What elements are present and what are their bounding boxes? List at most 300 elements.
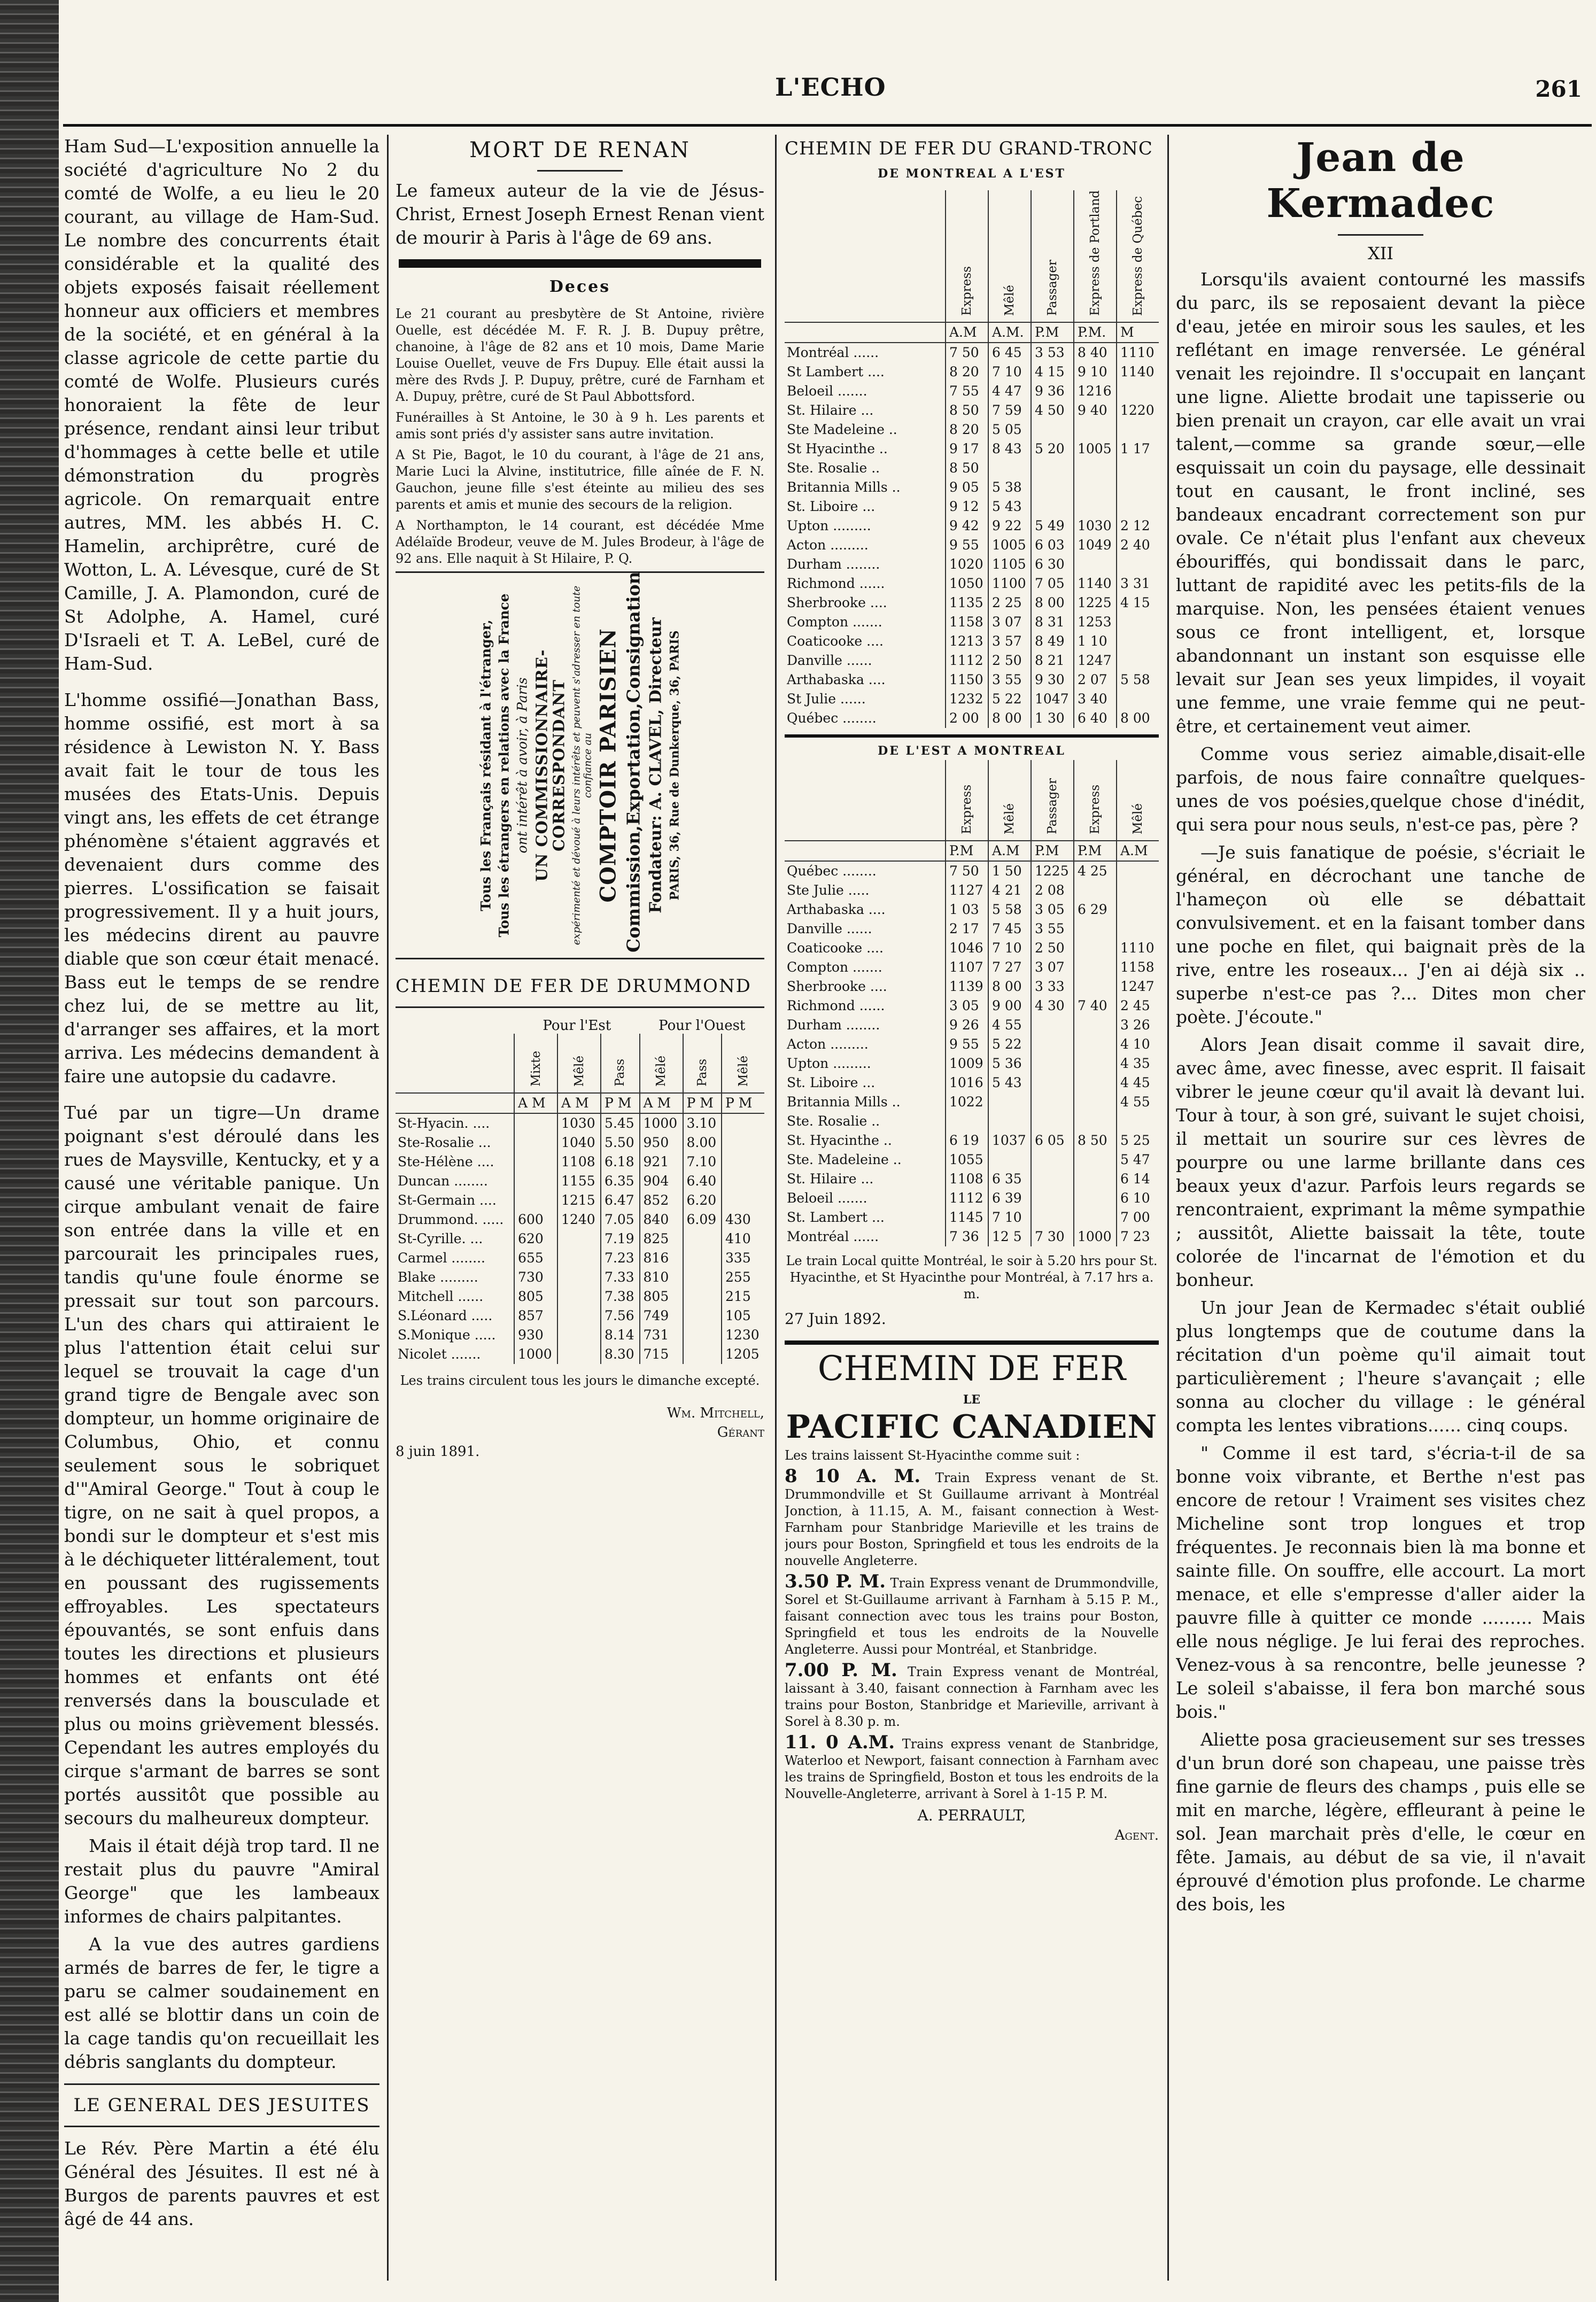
table-row — [785, 555, 1159, 574]
station-name: Acton ......... — [787, 537, 869, 553]
table-row — [396, 1287, 764, 1306]
pour-ouest: Pour l'Ouest — [658, 1018, 746, 1034]
table-row — [785, 919, 1159, 939]
time-cell: 6.20 — [683, 1191, 722, 1210]
column-1 — [64, 135, 379, 2281]
column-header: Express — [1074, 760, 1117, 841]
column-divider — [387, 135, 389, 2281]
feuilleton-title: Jean de Kermadec — [1266, 135, 1495, 227]
pacific-intro: Les trains laissent St-Hyacinthe comme suit : — [785, 1447, 1080, 1463]
story-paragraph: —Je suis fanatique de poésie, s'écriait le général, en décrochant une tanche de l'hameçon où elle se débattait convulsivement. et en la faisant tomber dans une poche en filet, qui baignait près de la rive, entre les roseaux... J'en ai déjà six .. superbe n'est-ce pas ?... Dites mon cher poète. J'écoute." — [1176, 842, 1585, 1027]
station-name: Upton ......... — [787, 1055, 871, 1071]
time-cell: 9 22 — [988, 516, 1031, 536]
time-cell: 3 05 — [946, 996, 988, 1016]
time-cell: 335 — [722, 1249, 764, 1268]
drummond-signature: Wm. Mitchell, — [667, 1405, 764, 1421]
time-cell: 6 03 — [1031, 536, 1074, 555]
station-name: Danville ...... — [787, 652, 872, 668]
station-name: Arthabaska .... — [787, 901, 886, 917]
time-cell: 1020 — [946, 555, 988, 574]
station-name: St Hyacinthe .. — [787, 440, 888, 456]
time-cell: 1112 — [946, 651, 988, 670]
time-cell — [1117, 459, 1159, 478]
station-name: S.Monique ..... — [398, 1327, 496, 1343]
station-name: Ste-Hélène .... — [398, 1154, 494, 1169]
table-row — [396, 1152, 764, 1172]
time-cell — [1074, 497, 1117, 516]
time-cell: 2 40 — [1117, 536, 1159, 555]
table-row — [396, 1326, 764, 1345]
station-name: Acton ......... — [787, 1036, 869, 1052]
time-cell — [1117, 420, 1159, 439]
time-cell — [683, 1287, 722, 1306]
time-cell: 2 00 — [946, 709, 988, 728]
time-cell — [557, 1268, 601, 1287]
timetable-units — [396, 1093, 764, 1113]
unit-cell: P.M. — [1074, 322, 1117, 343]
time-cell: 3 26 — [1117, 1016, 1159, 1035]
station-name: Montréal ...... — [787, 1228, 879, 1244]
time-cell: 8.30 — [601, 1345, 639, 1364]
ad-line: Fondateur: A. CLAVEL, Directeur — [646, 617, 665, 913]
time-cell: 410 — [722, 1229, 764, 1249]
time-cell — [1074, 1054, 1117, 1073]
column-header: Mêlé — [1117, 760, 1159, 841]
gt-timetable-west — [785, 760, 1159, 1246]
pour-est: Pour l'Est — [543, 1018, 611, 1034]
timetable-units — [785, 841, 1159, 861]
time-cell — [1031, 478, 1074, 497]
deces-heading: Deces — [549, 277, 611, 296]
table-row — [785, 401, 1159, 420]
table-row — [785, 709, 1159, 728]
time-cell: 7 36 — [946, 1227, 988, 1246]
time-cell: 3 31 — [1117, 574, 1159, 593]
station-name: Ste. Rosalie .. — [787, 1113, 880, 1129]
time-cell: 8 00 — [1031, 593, 1074, 613]
pour-header — [396, 1018, 764, 1034]
station-name: Britannia Mills .. — [787, 1094, 901, 1110]
time-cell: 810 — [640, 1268, 683, 1287]
time-cell: 7 27 — [988, 958, 1031, 977]
time-cell: 5 43 — [988, 1073, 1031, 1092]
station-name: St. Hilaire ... — [787, 402, 874, 418]
ad-line: Tous les Français résidant à l'étranger, — [478, 619, 494, 911]
unit-cell: P.M — [1031, 841, 1074, 861]
table-row — [785, 497, 1159, 516]
time-cell: 4 30 — [1031, 996, 1074, 1016]
time-cell: 1225 — [1031, 861, 1074, 881]
station-name: Britannia Mills .. — [787, 479, 901, 495]
pacific-time: 7.00 P. M. — [785, 1659, 897, 1681]
time-cell: 6.40 — [683, 1172, 722, 1191]
table-row — [785, 651, 1159, 670]
station-name: Coaticooke .... — [787, 633, 884, 649]
pacific-role: Agent. — [1114, 1827, 1159, 1843]
table-rule — [785, 734, 1159, 738]
table-row — [785, 881, 1159, 900]
time-cell — [722, 1172, 764, 1191]
station-name: Montréal ...... — [787, 344, 879, 360]
time-cell: 1046 — [946, 939, 988, 958]
time-cell — [1074, 881, 1117, 900]
station-name: Durham ........ — [787, 1017, 880, 1033]
time-cell — [722, 1133, 764, 1152]
time-cell: 4 55 — [1117, 1092, 1159, 1112]
station-name: Ste Madeleine .. — [787, 421, 897, 437]
time-cell: 7.10 — [683, 1152, 722, 1172]
time-cell — [514, 1133, 557, 1152]
time-cell: 904 — [640, 1172, 683, 1191]
table-row — [785, 958, 1159, 977]
time-cell: 2 50 — [1031, 939, 1074, 958]
timetable-header — [785, 190, 1159, 322]
time-cell: 2 12 — [1117, 516, 1159, 536]
time-cell — [1074, 555, 1117, 574]
station-name: Arthabaska .... — [787, 671, 886, 687]
station-name: St. Lambert ... — [787, 1209, 885, 1225]
time-cell — [1074, 958, 1117, 977]
time-cell: 7 45 — [988, 919, 1031, 939]
drummond-role: Gérant — [717, 1424, 764, 1440]
ad-line: UN COMMISSIONNAIRE-CORRESPONDANT — [532, 649, 568, 882]
news-jesuites: Le Rév. Père Martin a été élu Général des Jésuites. Il est né à Burgos de parents pauvres et est âgé de 44 ans. — [64, 2138, 379, 2229]
pacific-le: LE — [963, 1392, 981, 1407]
time-cell: 655 — [514, 1249, 557, 1268]
time-cell: 5 22 — [988, 689, 1031, 709]
time-cell — [1117, 382, 1159, 401]
time-cell: 8 20 — [946, 420, 988, 439]
time-cell: 8 49 — [1031, 632, 1074, 651]
column-header: Mêlé — [988, 190, 1031, 322]
time-cell: 5 49 — [1031, 516, 1074, 536]
station-name: St Lambert .... — [787, 363, 885, 379]
time-cell: 731 — [640, 1326, 683, 1345]
table-row — [785, 613, 1159, 632]
pacific-time: 11. 0 A.M. — [785, 1731, 895, 1753]
time-cell: 3 40 — [1074, 689, 1117, 709]
station-name: Coaticooke .... — [787, 940, 884, 956]
unit-cell: M — [1117, 322, 1159, 343]
time-cell — [1074, 977, 1117, 996]
time-cell — [1117, 478, 1159, 497]
time-cell: 8 50 — [1074, 1131, 1117, 1150]
time-cell: 1155 — [557, 1172, 601, 1191]
time-cell: 1230 — [722, 1326, 764, 1345]
station-name: Mitchell ...... — [398, 1289, 484, 1304]
time-cell: 1000 — [1074, 1227, 1117, 1246]
news-tigre-cont: Mais il était déjà trop tard. Il ne restait plus du pauvre "Amiral George" que les lambeaux informes de chairs palpitantes. — [64, 1835, 379, 1927]
table-row — [785, 1054, 1159, 1073]
time-cell: 5 43 — [988, 497, 1031, 516]
time-cell: 7 10 — [988, 362, 1031, 382]
time-cell — [1117, 1112, 1159, 1131]
masthead — [69, 68, 1582, 117]
time-cell — [1074, 1189, 1117, 1208]
column-divider — [775, 135, 777, 2281]
time-cell: 805 — [640, 1287, 683, 1306]
time-cell — [1031, 497, 1074, 516]
story-paragraph: Aliette posa gracieusement sur ses tresses d'un brun doré son chapeau, une paisse très fine garnie de fleurs des champs , puis elle se mit en marche, légère, effleurant à peine le sol. Jean marchait près d'elle, le cœur en fête. Jamais, au début de sa vie, il n'avait éprouvé d'émotion plus profonde. Le charme des bois, les — [1176, 1729, 1585, 1915]
table-row — [785, 382, 1159, 401]
table-row — [785, 1169, 1159, 1189]
time-cell — [722, 1152, 764, 1172]
time-cell: 7 00 — [1117, 1208, 1159, 1227]
time-cell — [1074, 478, 1117, 497]
column-header: Passager — [1031, 190, 1074, 322]
time-cell: 6.35 — [601, 1172, 639, 1191]
time-cell — [1117, 555, 1159, 574]
time-cell: 6.18 — [601, 1152, 639, 1172]
time-cell: 8 50 — [946, 401, 988, 420]
station-name: Durham ........ — [787, 556, 880, 572]
time-cell: 2 25 — [988, 593, 1031, 613]
station-name: Blake ......... — [398, 1269, 478, 1285]
time-cell: 2 45 — [1117, 996, 1159, 1016]
time-cell: 1037 — [988, 1131, 1031, 1150]
pacific-text: Train Express venant de Montréal, laissant à 3.40, faisant connection à Farnham avec les trains pour Boston, Stanbridge et Marieville, arrivant à Sorel à 8.30 p. m. — [785, 1664, 1159, 1729]
time-cell: 730 — [514, 1268, 557, 1287]
station-name: S.Léonard ..... — [398, 1308, 493, 1323]
time-cell: 1213 — [946, 632, 988, 651]
time-cell — [988, 1150, 1031, 1169]
time-cell: 215 — [722, 1287, 764, 1306]
time-cell: 7 30 — [1031, 1227, 1074, 1246]
table-row — [785, 343, 1159, 362]
renan-heading: MORT DE RENAN — [469, 138, 691, 162]
time-cell — [1031, 1169, 1074, 1189]
table-row — [396, 1249, 764, 1268]
time-cell: 1127 — [946, 881, 988, 900]
table-row — [396, 1229, 764, 1249]
time-cell — [1074, 919, 1117, 939]
time-cell: 9 55 — [946, 1035, 988, 1054]
time-cell — [1031, 1150, 1074, 1169]
story-paragraph: Alors Jean disait comme il savait dire, avec âme, avec finesse, avec esprit. Il faisait vibrer le jeune cœur qu'il avait là devant lui. Tour à tour, à son gré, suivant le sujet choisi, il mettait un sourire sur ces lèvres de pourpre ou une larme brillante dans ces beaux yeux d'azur. Parfois leurs regards se rencontraient, exprimant la même sympathie ; aussitôt, Aliette baissait la tête, toute colorée de l'incarnat de l'émotion et du bonheur. — [1176, 1034, 1585, 1290]
unit-cell: P.M — [946, 841, 988, 861]
station-name: Danville ...... — [787, 920, 872, 936]
station-name: Québec ........ — [787, 710, 877, 726]
time-cell: 1110 — [1117, 343, 1159, 362]
table-row — [785, 439, 1159, 459]
time-cell: 6 45 — [988, 343, 1031, 362]
station-name: Québec ........ — [787, 863, 877, 879]
time-cell — [722, 1113, 764, 1133]
table-row — [785, 977, 1159, 996]
time-cell: 1005 — [1074, 439, 1117, 459]
time-cell: 1107 — [946, 958, 988, 977]
time-cell: 5 20 — [1031, 439, 1074, 459]
time-cell: 1105 — [988, 555, 1031, 574]
time-cell: 1000 — [514, 1345, 557, 1364]
time-cell — [1117, 900, 1159, 919]
table-row — [396, 1306, 764, 1326]
time-cell: 9 30 — [1031, 670, 1074, 689]
time-cell: 6 35 — [988, 1169, 1031, 1189]
pacific-signature: A. PERRAULT, — [917, 1806, 1026, 1824]
time-cell: 3 57 — [988, 632, 1031, 651]
time-cell: 715 — [640, 1345, 683, 1364]
time-cell: 1050 — [946, 574, 988, 593]
ad-line: COMPTOIR PARISIEN — [595, 628, 621, 903]
time-cell — [988, 1112, 1031, 1131]
time-cell: 6 05 — [1031, 1131, 1074, 1150]
time-cell: 9 12 — [946, 497, 988, 516]
time-cell: 749 — [640, 1306, 683, 1326]
time-cell: 9 17 — [946, 439, 988, 459]
time-cell — [1117, 689, 1159, 709]
time-cell — [988, 1092, 1031, 1112]
time-cell: 1040 — [557, 1133, 601, 1152]
column-4 — [1176, 135, 1585, 2281]
time-cell — [557, 1345, 601, 1364]
table-row — [785, 362, 1159, 382]
station-name: Duncan ........ — [398, 1173, 488, 1189]
time-cell — [1117, 881, 1159, 900]
unit-cell: P.M — [1074, 841, 1117, 861]
time-cell — [1031, 1092, 1074, 1112]
time-cell: 1047 — [1031, 689, 1074, 709]
table-row — [785, 478, 1159, 497]
time-cell — [514, 1152, 557, 1172]
station-name: Carmel ........ — [398, 1250, 486, 1266]
time-cell — [1074, 1169, 1117, 1189]
station-name: St. Liboire ... — [787, 1074, 876, 1090]
time-cell: 4 47 — [988, 382, 1031, 401]
unit-cell: A.M — [946, 322, 988, 343]
station-name: St. Liboire ... — [787, 498, 876, 514]
column-header: Express de Portland — [1074, 190, 1117, 322]
time-cell: 4 15 — [1117, 593, 1159, 613]
time-cell: 930 — [514, 1326, 557, 1345]
binding-edge — [0, 0, 59, 2302]
time-cell — [1074, 939, 1117, 958]
station-name: St Julie ...... — [787, 691, 866, 707]
time-cell — [514, 1172, 557, 1191]
time-cell: 9 00 — [988, 996, 1031, 1016]
time-cell: 4 55 — [988, 1016, 1031, 1035]
table-row — [785, 632, 1159, 651]
table-row — [785, 670, 1159, 689]
story-paragraph: " Comme il est tard, s'écria-t-il de sa bonne voix vibrante, et Berthe n'est pas encore de retour ! Vraiment ses visites chez Micheline sont trop longues et trop fréquentes. Je reconnais bien là ma bonne et sainte fille. On souffre, elle accourt. La mort menace, et elle s'empresse d'aller aider la pauvre fille à quitter ce monde ......... Mais elle nous néglige. Je lui ferai des reproches. Venez-vous à sa rencontre, belle jeunesse ? Le soleil s'abaisse, il fera bon marché sous bois." — [1176, 1443, 1585, 1722]
time-cell — [1031, 459, 1074, 478]
title-rule — [1338, 234, 1423, 236]
time-cell: 7 50 — [946, 343, 988, 362]
time-cell: 4 10 — [1117, 1035, 1159, 1054]
time-cell: 6 19 — [946, 1131, 988, 1150]
time-cell — [1074, 1073, 1117, 1092]
table-row — [785, 459, 1159, 478]
time-cell: 1100 — [988, 574, 1031, 593]
time-cell: 1150 — [946, 670, 988, 689]
time-cell: 5 38 — [988, 478, 1031, 497]
time-cell — [1031, 1112, 1074, 1131]
time-cell — [683, 1345, 722, 1364]
time-cell — [1031, 1189, 1074, 1208]
station-name: St-Hyacin. .... — [398, 1115, 490, 1131]
table-row — [785, 1227, 1159, 1246]
time-cell: 9 10 — [1074, 362, 1117, 382]
time-cell: 255 — [722, 1268, 764, 1287]
time-cell — [1031, 1054, 1074, 1073]
time-cell: 921 — [640, 1152, 683, 1172]
time-cell: 1205 — [722, 1345, 764, 1364]
pacific-text: Train Express venant de St. Drummondville et St Guillaume arrivant à Montréal Jonction, à 11.15, A. M., faisant connection à West-Farnham pour Stanbridge Marieville et les trains de jours pour Boston, Springfield et tous les endroits de la nouvelle Angleterre. — [785, 1470, 1159, 1568]
time-cell: 3 55 — [1031, 919, 1074, 939]
column-header: Mêlé — [557, 1034, 601, 1093]
comptoir-parisien-ad — [396, 571, 764, 959]
time-cell: 1253 — [1074, 613, 1117, 632]
table-row — [396, 1268, 764, 1287]
time-cell: 6 30 — [1031, 555, 1074, 574]
station-name: Beloeil ....... — [787, 383, 867, 399]
time-cell: 3 33 — [1031, 977, 1074, 996]
news-ham-sud: Ham Sud—L'exposition annuelle la société d'agriculture No 2 du comté de Wolfe, a eu lieu le 20 courant, au village de Ham-Sud. Le nombre des concurrents était considérable et la qualité des objets exposés faisait réellement honneur aux officiers et membres de la société, et en général à la classe agricole de cette partie du comté de Wolfe. Plusieurs curés honoraient la fête de leur présence, rendant ainsi leur tribut d'hommages à cette belle et utile démonstration du progrès agricole. On remarquait entre autres, MM. les abbés H. C. Hamelin, archiprêtre, curé de Wotton, L. A. Lévesque, curé de St Camille, J. A. Plamondon, curé de St Adolphe, A. Hamel, curé D'Israeli et T. A. LeBel, curé de Ham-Sud. — [64, 136, 379, 674]
page-number: 261 — [1535, 76, 1582, 102]
time-cell: 12 5 — [988, 1227, 1031, 1246]
time-cell: 430 — [722, 1210, 764, 1229]
gt-subheading: DE L'EST A MONTREAL — [878, 743, 1066, 758]
time-cell: 1 10 — [1074, 632, 1117, 651]
time-cell: 825 — [640, 1229, 683, 1249]
time-cell: 5 22 — [988, 1035, 1031, 1054]
column-header: Pass — [683, 1034, 722, 1093]
unit-cell: A.M — [988, 841, 1031, 861]
time-cell: 8 50 — [946, 459, 988, 478]
time-cell: 7 10 — [988, 1208, 1031, 1227]
unit-cell: A M — [557, 1093, 601, 1113]
section-rule — [64, 2083, 379, 2085]
station-name: Nicolet ....... — [398, 1346, 481, 1362]
time-cell: 8 31 — [1031, 613, 1074, 632]
time-cell: 805 — [514, 1287, 557, 1306]
time-cell: 5 05 — [988, 420, 1031, 439]
time-cell: 6 29 — [1074, 900, 1117, 919]
time-cell: 7.19 — [601, 1229, 639, 1249]
time-cell: 6 40 — [1074, 709, 1117, 728]
time-cell: 1139 — [946, 977, 988, 996]
deces-notices — [396, 306, 764, 567]
time-cell: 7 40 — [1074, 996, 1117, 1016]
time-cell — [1031, 1016, 1074, 1035]
time-cell — [683, 1326, 722, 1345]
time-cell: 8 43 — [988, 439, 1031, 459]
time-cell: 7.56 — [601, 1306, 639, 1326]
time-cell: 9 05 — [946, 478, 988, 497]
time-cell: 1145 — [946, 1208, 988, 1227]
station-name: Ste. Rosalie .. — [787, 460, 880, 476]
time-cell: 816 — [640, 1249, 683, 1268]
time-cell: 1247 — [1074, 651, 1117, 670]
station-name: Compton ....... — [787, 959, 882, 975]
timetable-header — [396, 1034, 764, 1093]
time-cell: 1112 — [946, 1189, 988, 1208]
timetable-header — [785, 760, 1159, 841]
time-cell — [1117, 861, 1159, 881]
station-name: Compton ....... — [787, 614, 882, 630]
time-cell — [1074, 420, 1117, 439]
news-homme-ossifie: L'homme ossifié—Jonathan Bass, homme ossifié, est mort à sa résidence à Lewiston N. Y. Bass avait fait le tour de tous les musées des Etats-Unis. Depuis vingt ans, les effets de cet étrange phénomène s'étaient aggravés et devenaient durs comme des pierres. L'ossification se faisait progressivement. Il y a huit jours, les médecins dirent au pauvre diable que son cœur était menacé. Bass eut le temps de se rendre chez lui, de se mettre au lit, d'arranger ses affaires, et la mort arriva. Les médecins demandent à faire une autopsie du cadavre. — [64, 689, 379, 1087]
time-cell — [1074, 1035, 1117, 1054]
time-cell: 3 07 — [988, 613, 1031, 632]
time-cell: 9 36 — [1031, 382, 1074, 401]
unit-cell: P M — [601, 1093, 639, 1113]
unit-cell: A.M. — [988, 322, 1031, 343]
drummond-timetable — [396, 1018, 764, 1364]
pacific-heading-1: CHEMIN DE FER — [817, 1348, 1126, 1389]
time-cell: 3 07 — [1031, 958, 1074, 977]
time-cell: 1216 — [1074, 382, 1117, 401]
